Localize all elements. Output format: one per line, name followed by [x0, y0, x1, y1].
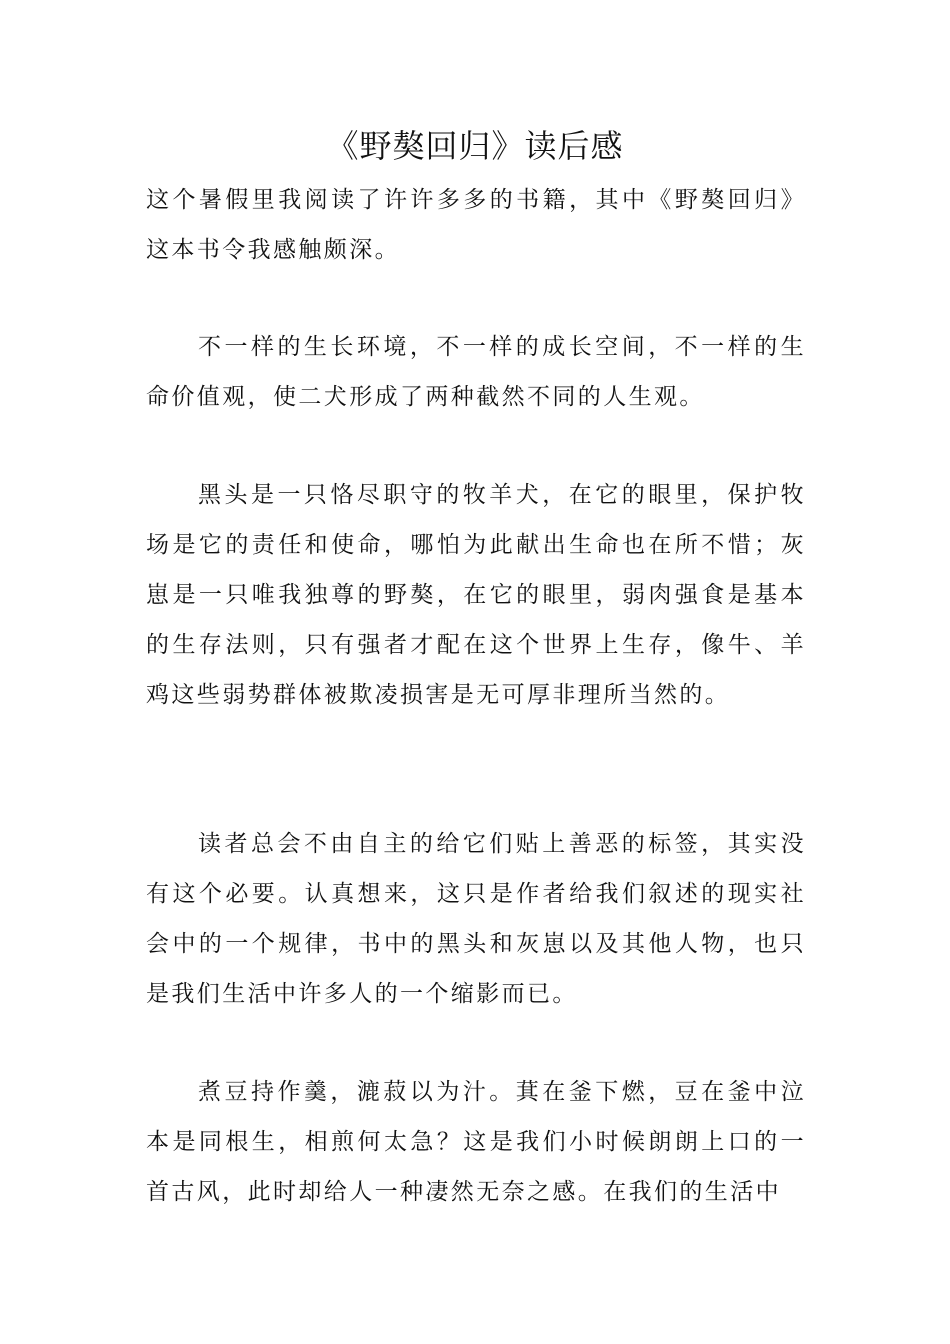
paragraph-5: 煮豆持作羹，漉菽以为汁。萁在釜下燃，豆在釜中泣本是同根生，相煎何太急？这是我们小时候朗朗上口的一首古风，此时却给人一种凄然无奈之感。在我们的生活中	[146, 1079, 806, 1205]
paragraph-4: 读者总会不由自主的给它们贴上善恶的标签，其实没有这个必要。认真想来，这只是作者给我们叙述的现实社会中的一个规律，书中的黑头和灰崽以及其他人物，也只是我们生活中许多人的一个缩影而已。	[146, 831, 806, 1007]
paragraph-1: 这个暑假里我阅读了许许多多的书籍，其中《野獒回归》这本书令我感触颇深。	[146, 187, 806, 263]
paragraph-3: 黑头是一只恪尽职守的牧羊犬，在它的眼里，保护牧场是它的责任和使命，哪怕为此献出生命也在所不惜；灰崽是一只唯我独尊的野獒，在它的眼里，弱肉强食是基本的生存法则，只有强者才配在这个世界上生存，像牛、羊鸡这些弱势群体被欺凌损害是无可厚非理所当然的。	[146, 482, 806, 708]
document-title: 《野獒回归》读后感	[326, 127, 624, 165]
paragraph-2: 不一样的生长环境，不一样的成长空间，不一样的生命价值观，使二犬形成了两种截然不同的人生观。	[146, 334, 806, 410]
